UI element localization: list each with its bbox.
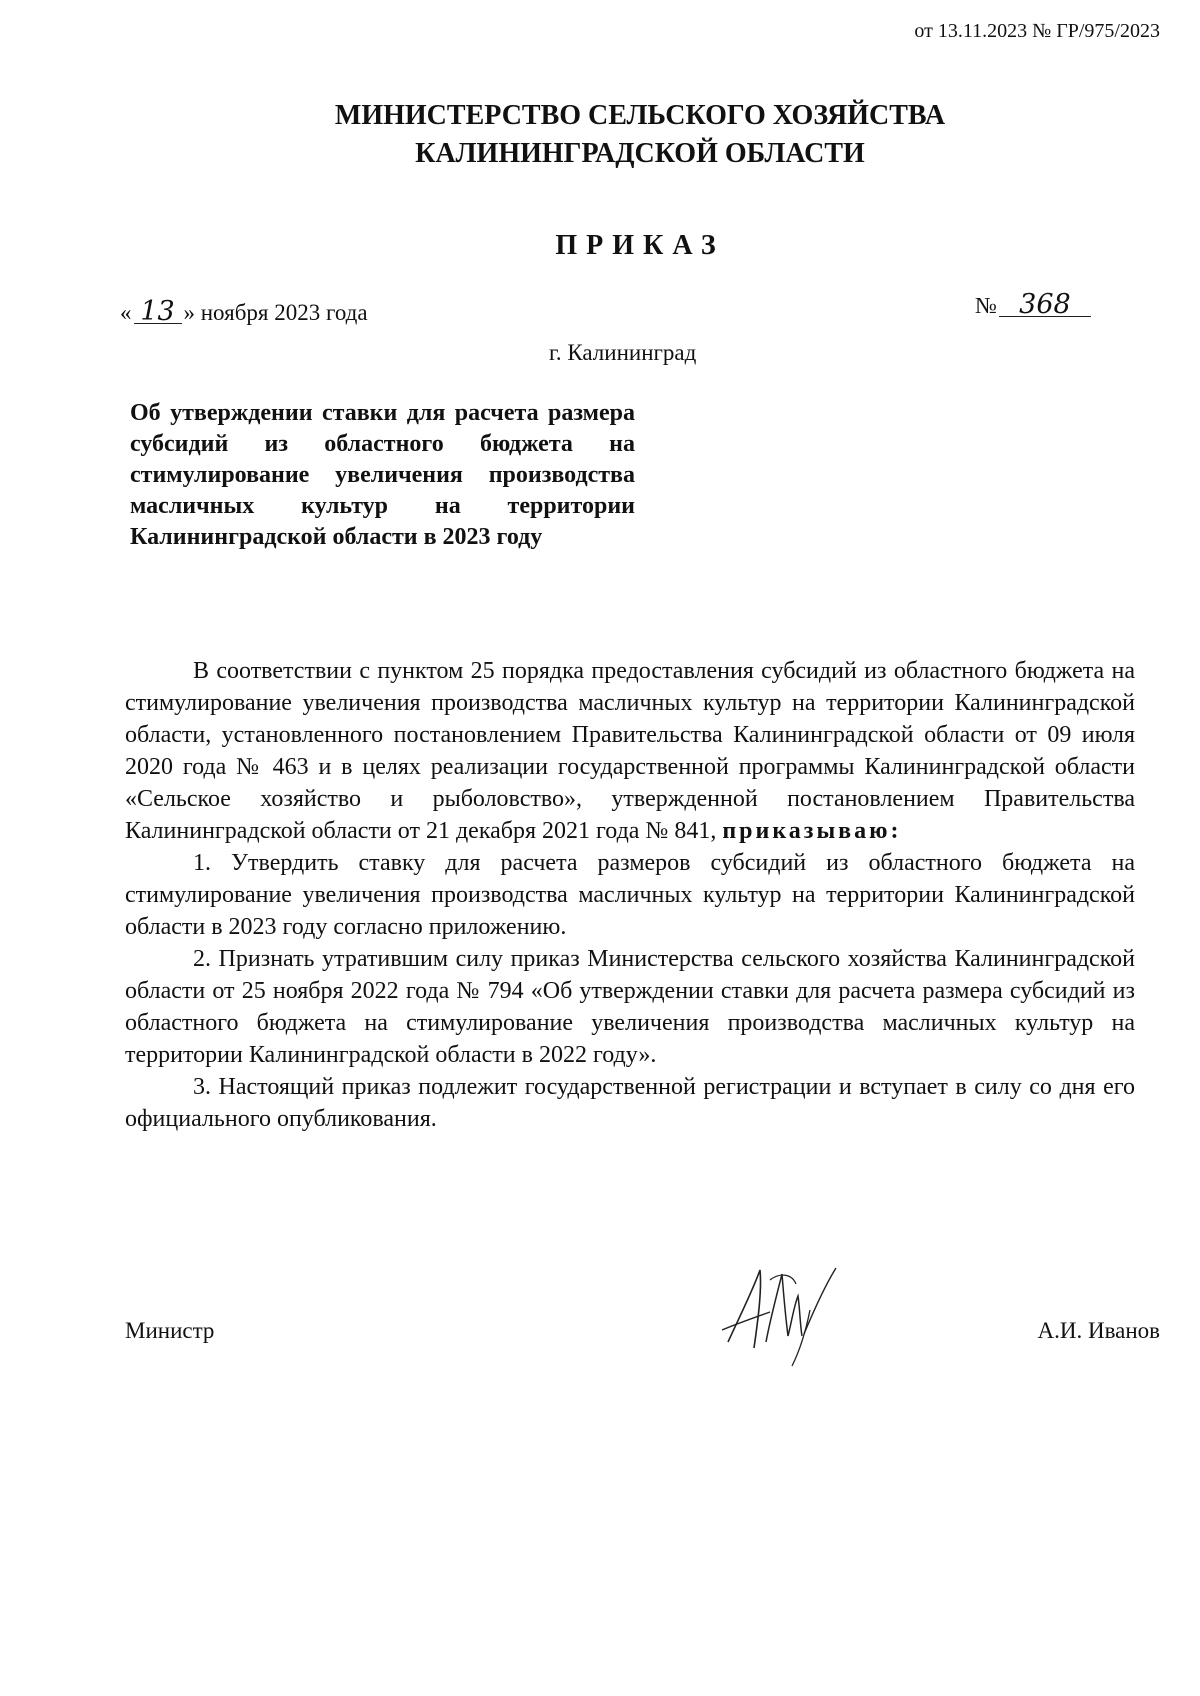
document-type: ПРИКАЗ xyxy=(555,230,725,261)
number-prefix: № xyxy=(975,293,997,318)
ministry-title-line2: КАЛИНИНГРАДСКОЙ ОБЛАСТИ xyxy=(415,138,865,169)
subject-line: Калининградской области в 2023 году xyxy=(130,524,543,550)
subject-line: Об утверждении ставки для расчета xyxy=(130,400,539,426)
registration-number: от 13.11.2023 № ГР/975/2023 xyxy=(914,20,1160,42)
date-rest: » ноября 2023 года xyxy=(183,300,368,325)
subject-line: размера субсидий из областного xyxy=(130,400,636,457)
number-handwritten: 368 xyxy=(999,294,1091,317)
ministry-title xyxy=(0,97,1200,173)
date-quote-open: « xyxy=(120,300,132,325)
order-body xyxy=(125,655,1135,1135)
preamble-text: В соответствии с пунктом 25 порядка предоставления субсидий из областного бюджета на стимулирование увеличения производства масличных культур на территории Калининградской области, установленного постановлением Правительства Калининградской области от 09 июля 2020 года № 463 и в целях реализации государственной программы Калининградской области «Сельское хозяйство и рыболовство», утвержденной постановлением Правительства Калининградской области от 21 декабря 2021 года № 841, xyxy=(125,658,1135,844)
order-item-3: 3. Настоящий приказ подлежит государственной регистрации и вступает в силу со дня его официального опубликования. xyxy=(125,1074,1135,1132)
order-item-2: 2. Признать утратившим силу приказ Министерства сельского хозяйства Калининградской области от 25 ноября 2022 года № 794 «Об утверждении ставки для расчета размера субсидий из областного бюджета на стимулирование увеличения производства масличных культур на территории Калининградской области в 2022 году». xyxy=(125,946,1135,1068)
order-word: приказываю: xyxy=(722,818,902,844)
ministry-title-line1: МИНИСТЕРСТВО СЕЛЬСКОГО ХОЗЯЙСТВА xyxy=(334,100,946,131)
order-number xyxy=(975,289,1091,320)
subject-line: культур на территории xyxy=(301,493,635,519)
signatory-name: А.И. Иванов xyxy=(1037,1318,1160,1343)
order-item-1: 1. Утвердить ставку для расчета размеров субсидий из областного бюджета на стимулирование увеличения производства масличных культур на территории Калининградской области в 2023 году согласно приложению. xyxy=(125,850,1135,940)
order-subject xyxy=(130,398,635,553)
date-day-handwritten: 13 xyxy=(134,301,182,324)
preamble-paragraph xyxy=(125,655,1135,847)
handwritten-signature xyxy=(708,1250,858,1370)
subject-line: увеличения производства масличных xyxy=(130,462,635,519)
subject-line: бюджета на стимулирование xyxy=(130,431,635,488)
order-date xyxy=(120,296,368,327)
city: г. Калининград xyxy=(549,340,697,365)
signatory-title: Министр xyxy=(125,1318,215,1343)
